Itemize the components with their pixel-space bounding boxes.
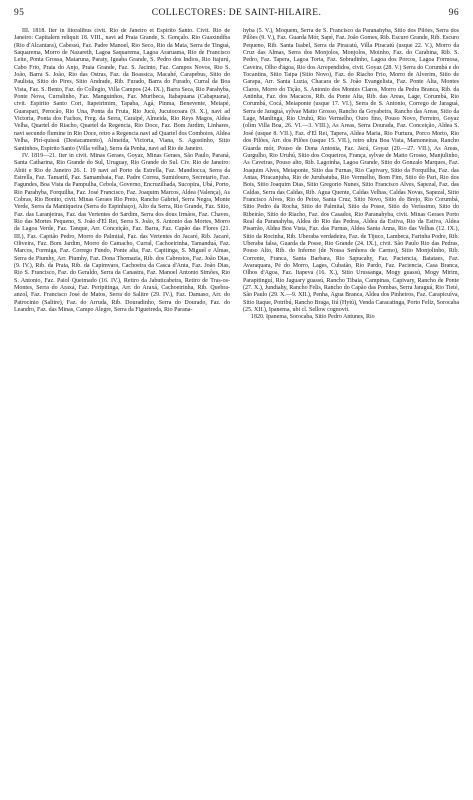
paragraph-1819-itinerary: IV. 1819—21. Iter in civit. Minas Geraes, Goyaz, Minas Geraes, São Paulo, Paraná, Santa Catharina, Rio Grande do Sul, Uruguay, Rio Grande do Sul. Civ. Rio de Janeiro: Abiit e Rio de Janeiro 26. I. 19 navi ad Porto da Estrella, Faz. Mandiocca, Serra da Estrella, Faz. Tamaritî, Faz. Samambaia, Faz. Padre Correa, Sumidouro, Secretario, Faz. Fagundes, Boa Vista da Pampulha, Cebola, Governo, Encruzilhada, Sucopira, Ubá, Porto, Rio Parahyba, Forquilha, Faz. José Francisco, Faz. Joaquim Marcos, Aldea (Valença), As Cobras, Rio Bonito, civit. Minas Geraes Rio Preto, Rancho Gabriel, Serra Negra, Monte Verde, Serra da Mantiqueira (Serra do Espinhaço), Alto da Serra, Rio Grande, Faz. Sitio, Faz. das Laranjeiras, Faz. das Vertentes do Sardim, Serra dos dous Irmãos, Faz. Chaves, Rio das Mortes Pequeno, S. João d'El Rei, Serra S. João, S. Antonio das Mortes, Morro da Lagoa Verde, Faz. Tanque, Arr. Conceição, Faz. Barra, Faz. Capão das Flores (21. III.), Faz. Capitão Pedro, Morro do Palmital, Faz. das Vertentes do Jacaré, Rib. Jacaré, Oliveira, Faz. Bom Jardim, Morro do Camacho, Curral, Cachoeirinha, Tamanduá, Faz. Marcos, Formiga, Faz. Corrego Fundo, Ponte alta, Faz. Capitinga, S. Miguel e Almas, Serra de Piumhy, Arr. Piumhy, Faz. Dona Thomazia, Rib. dos Cabrestos, Faz. João Dias, (9. IV.), Rib. da Prata, Rib. da Capimvara, Cachoeira da Casca d'Anta, Faz. João Dias, Rio S. Francisco, Faz. do Geraldo, Serra da Canastra, Faz. Manoel Antonio Simões, Rio S. Antonio, Faz. Paiol Queimado (16. IV.), Retiro da Jabuticabeira, Retiro de Tras-os-Montes, Serra do Araxá, Faz. Peripitinga, Arr. do Araxá, Cachoeirinha, Rib. Quebra-anzol, Faz. Francisco José de Matos, Serra do Salitre (29. IV.), Faz. Damaso, Arr. do Patrocinio (Salitre), Faz. do Arruda, Rib. Douradinho, Serra do Dourado, Faz. do Leandro, Faz. das Minas, Campo Alegre, Serra da Figueireda, Rio Parana- <box>14 152 230 314</box>
paragraph-itinerary-continued: hyba (5. V.), Moquem, Serra de S. Francisco da Paranahyba, Sitio dos Pilões, Serra dos Pilões (9. V.), Faz. Guarda Mór, Sapé, Faz. João Gomes, Rib. Escuro Grande, Rib. Escuro Pequeno, Rib. Santa Isabel, Serra da Piracatú, Villa Piracatú (usque 22. V.), Morro da Cruz das Almas, Serra dos Monjolos, Monjolos, Moinho, Faz. do Carabina, Rib. S. Pedro, Faz. Tapera, Lagoa Torta, Faz. Sobradinho, Lagoa dos Porcos, Lagoa Formosa, Caveira, Olho d'agoa, Rio dos Arrependidos, civit. Goyaz (28. V.) Serra do Corumbá e do Tocantins, Sitio Taipa (Sitio Novo), Faz. do Riacho Frio, Morro de Alverim, Sitio de Garapa, Arr. Santa Luzia, Chacara de S. João Evangelista, Faz. Ponte Alta, Montes Claros, Morro do Tição, S. Antonio dos Montes Claros, Morro da Pedra Branca, Rib. da Antinha, Faz. dos Macacos, Rib. da Ponte Alta, Rib. das Areas, Lage, Corumbá, Rio Corumbá, Cocá, Meiaponte (usque 17. VI.), Serra de S. Antonio, Corrego de Jaraguá, Serra de Jaraguá, sylvae Matto Grosso, Rancho da Goyabeira, Rancho das Areas, Sitio da Lage, Manlinga, Rio Uruhú, Rio Vermelho, Ouro fino, Pouso Novo, Ferreiro, Goyaz (olim Villa Boa, 26. VI.—3. VIII.), As Areas, Serra Dourada, Faz. Conceição, Aldea S. José (usque 8. VII.), Faz. d'El Rei, Tapera, Aldea Maria, Rio Furtura, Porco Morto, Rio dos Pilões, Arr. dos Pilões (usque 15. VII.), retro ultra Boa Vista, Mamoneiras, Rancho Guarda mór, Pouso de Dona Antonia, Faz. Jacú, Goyaz (20.—27. VII.), As Areas, Gurgulho, Rio Uruhú, Sitio dos Coqueiros, França, sylvae de Matto Grosso, Manjulinho, As Caveiras, Pouso alto, Rib. Lagoinha, Lagoa Grande, Sitio do Gonzalo Marques, Faz. Joaquim Alves, Meiaponte, Sitio das Furnas, Rio Capivary, Sitio da Forquilha, Faz. das Antas, Piracanjuba, Rio de Jurubatuba, Rio Vermelho, Bom Fim, Sitio do Pari, Rio dos Bois, Sitio Joaquim Dias, Sitio Gregorio Nunes, Sitio Francisco Alves, Sapezal, Faz. das Caldas, Serra das Caldas, Rib. Agua Quente, Caldas Velhas, Caldas Novas, Sapezal, Sitio Francisco Alves, Rio do Peixe, Santa Cruz, Sitio Novo, Sitio do Brejo, Rio Corumbá, Sitio Pedro da Rocha, Sitio do Palmital, Sitio da Posse, Sitio do Veríssimo, Sitio do Ribeirão, Sitio do Riacho, Faz. dos Casados, Rio Paranahyba, civit. Minas Geraes Porto Real da Paranahyba, Aldea do Rio das Pedras, Aldea da Estiva, Rio da Estiva, Aldea Pisarrão, Aldea Boa Vista, Faz. das Furnas, Aldea Santa Anna, Rio das Velhas (12. IX.), Sitio da Rocinha, Rib. Uberaba verdadeira, Faz. de Tijuco, Lambeca, Farinha Podre, Rib. Uberaba falsa, Guarda da Posse, Rio Grande (24. IX.), civit. São Paulo Rio das Pedras, Pouso Alto, Rib. do Inferno (de Nossa Senhora de Carmo), Sitio Monjolinho, Rib. Corrente, Franca, Santa Barbara, Rio Sapucahy, Faz. Paciencia, Batataes, Faz. Avaraquara, Pé do Morro, Lages, Cubatão, Rio Pardo, Faz. Paciencia, Casa Branca, Olhos d'Agoa, Faz. Itapeva (16. X.), Sitio Urussanga, Mogy guassú, Mogy Mirim, Parapitinguí, Rio Jaguary guassú, Rancho Tibaia, Campinas, Capivary, Rancho de Ponte (27. X.), Jundiahy, Rancho Felis, Rancho do Capão das Pombas, Serra Jaraguá, Rio Tieté, São Paulo (29. X.—9. XII.), Penha, Agua Branca, Aldea dos Pinheiros, Faz. Carapicuíva, Sitio Itaque, Potribú, Rancho Braga, Itú (Hytú), Venda Caracatinga, Porto Feliz, Sorocaba (25. XII.), Ipanema, ubi cl. Sellow cognovit. <box>243 28 459 314</box>
running-title: COLLECTORES: DE SAINT-HILAIRE. <box>151 8 322 18</box>
paragraph-1818-itinerary: III. 1818. Iter in litoralibus civit. Rio de Janeiro et Espirito Santo. Civit. Rio de Janeiro: Capitalem reliquit 18. VIII., navi ad Praia Grande, S. Gonçalo. Rio Guaxindiba (Rio d'Alcantara), Cabessú, Faz. Padre Manoel, Rio Seco, Rio da Mata, Serra de Tinguá, Saquarema, Morro de Nazareth, Lagoa Saquarema, Lagoa Araruama, Rio de Francisco Leite, Ponta Grossa, Mataruna, Paraty, Iguaba Grande, S. Pedro dos Indios, Rio Itajurú, Cabo Frio, Praia do Anjo, Praia Grande, Faz. S. Jacinto, Faz. Campos Novos, Rio S. João, Barra S. João, Rio das Ostras, Faz. da Boassica, Macahé, Carapebus, Sitio do Paulista, Sitio do Pires, Sitio Andrade, Rib. Furado, Barra do Furado, Curral da Boa Vista, Faz. S. Bento, Faz. do Collegio, Villa Campos (24. IX.), Barra Seca, Rio Parahyba, Ponte Nova, Curralinho, Faz. Manguinhos, Faz. Muribeca, Itabapuana (Cabapuana), civit. Espirito Santo Cori, Itapeirimim, Tapaba, Agá, Pinma, Benevente, Meiapé, Guarapari, Perocão, Rio Una, Ponta da Fruta, Rio Jucú, Jucutocoara (9. X.), navi ad Victoria, Ponta dos Fachos, Freg. da Serra, Caraipé, Almeida, Rio Reys Magos, Aldea Velha, Quartel do Riacho, Quartel da Regencia, Rio Doce, Faz. Bom Jardim, Linhares, navi secundo flumine in Rio Doce, retro a Regencia navi ad Quartel dos Comboios, Aldea Velha, Pirí-quissú (Destacamento), Almeida, Victoria, Viana, S. Agostinho, Sitio Santinhos, Espirito Santo (Villa velha), Serra da Penha, navi ad Rio de Janeiro. <box>14 28 230 152</box>
text-columns <box>14 28 459 794</box>
running-header <box>14 8 459 22</box>
left-column <box>14 28 230 794</box>
right-column <box>243 28 459 794</box>
page-number-right: 96 <box>448 8 459 18</box>
paragraph-1820-itinerary: 1820. Ipanema, Sorocaba, Sitio Pedro Antunes, Rio <box>251 314 375 321</box>
page-number-left: 95 <box>14 8 25 18</box>
